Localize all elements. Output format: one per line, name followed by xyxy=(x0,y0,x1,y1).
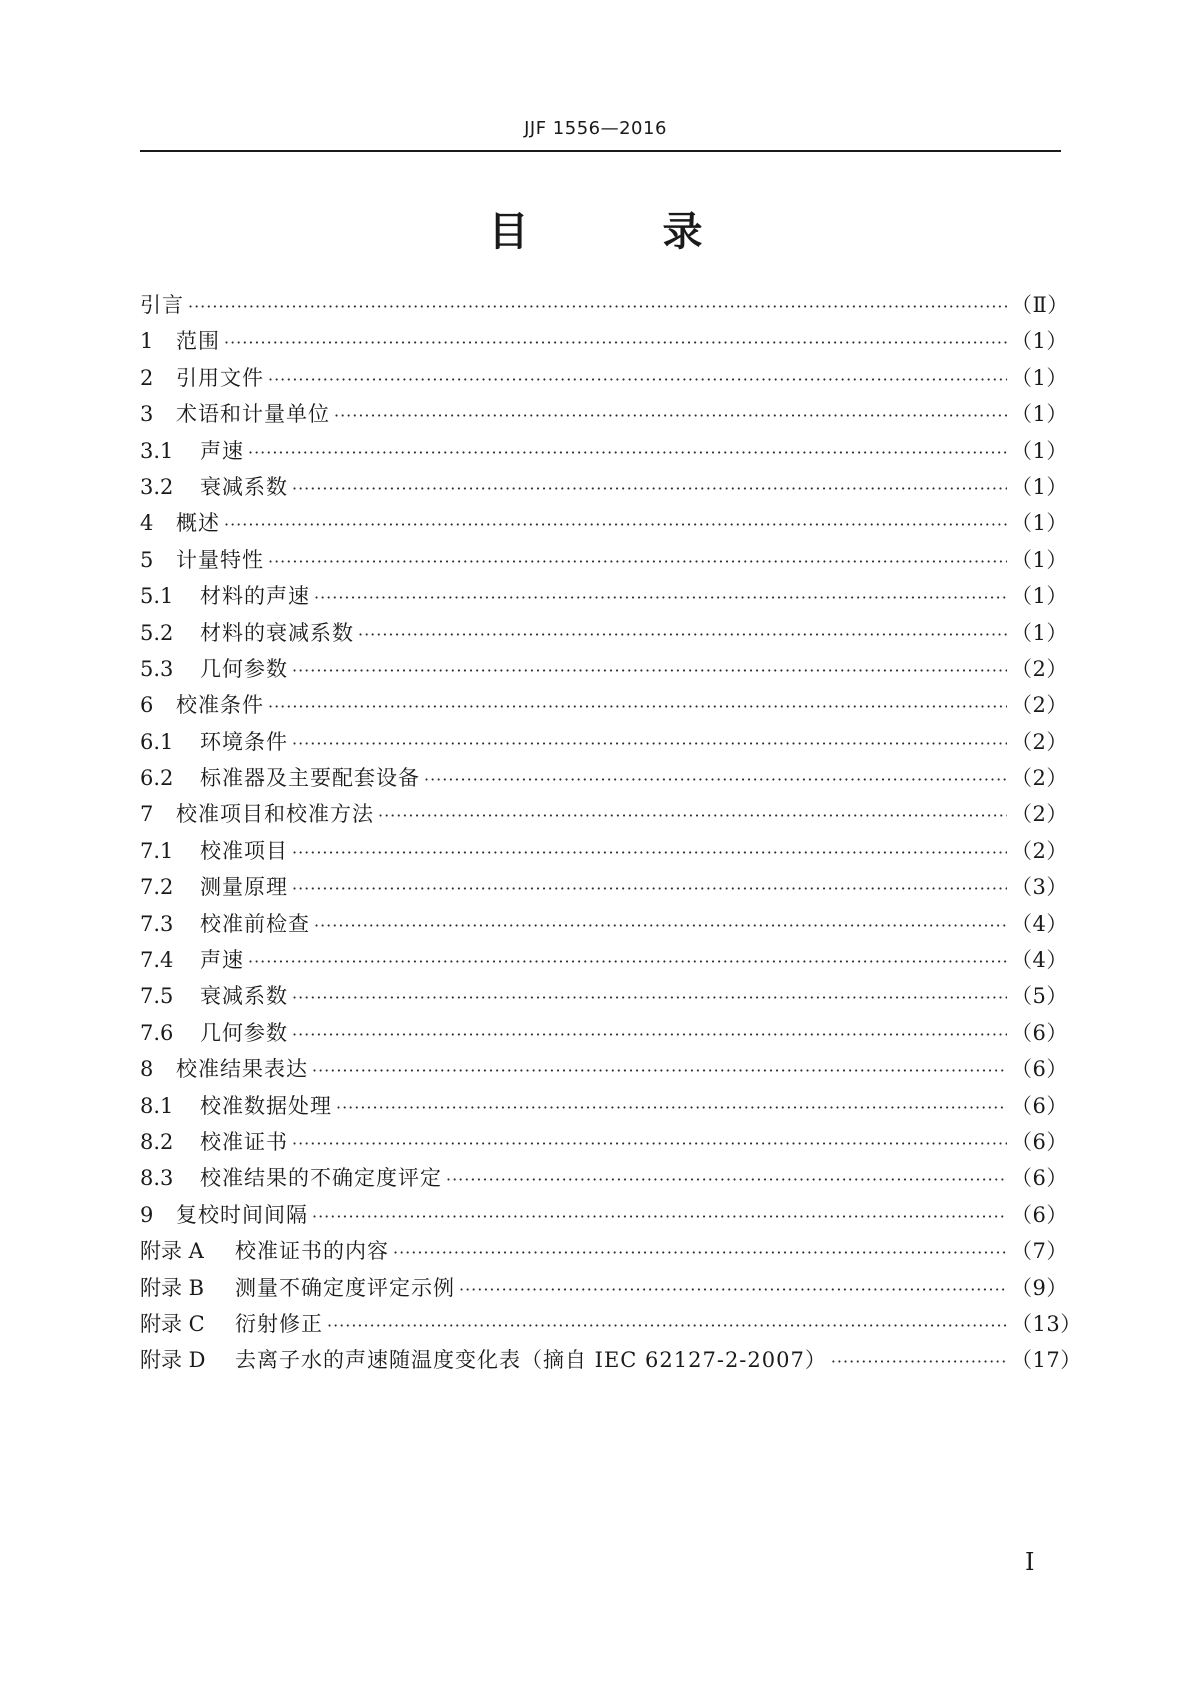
toc-entry-title: 声速 xyxy=(200,438,244,463)
toc-dot-leader xyxy=(268,544,1007,580)
header-rule xyxy=(140,150,1061,152)
toc-dot-leader xyxy=(292,835,1007,871)
toc-entry-page: （6） xyxy=(1011,1057,1068,1082)
toc-dot-leader xyxy=(248,435,1007,471)
toc-entry-number: 8 xyxy=(140,1057,154,1082)
document-code: JJF 1556—2016 xyxy=(524,118,667,139)
toc-entry-title: 引用文件 xyxy=(176,365,264,390)
toc-entry-page: （6） xyxy=(1011,1093,1068,1118)
toc-dot-leader xyxy=(268,689,1007,725)
toc-entry-page: （1） xyxy=(1011,365,1068,390)
toc-entry-title: 声速 xyxy=(200,948,244,973)
toc-entry[interactable] xyxy=(140,651,1068,687)
toc-dot-leader xyxy=(393,1235,1007,1271)
toc-entry-number: 5.2 xyxy=(140,620,174,645)
toc-entry[interactable] xyxy=(140,724,1068,760)
toc-entry[interactable] xyxy=(140,796,1068,832)
toc-dot-leader xyxy=(446,1162,1007,1198)
toc-entry-title: 校准证书的内容 xyxy=(235,1239,389,1264)
toc-dot-leader xyxy=(292,471,1007,507)
toc-entry-number: 8.3 xyxy=(140,1166,174,1191)
toc-entry-number: 6 xyxy=(140,693,154,718)
toc-entry-page: （7） xyxy=(1011,1239,1068,1264)
toc-dot-leader xyxy=(268,362,1007,398)
toc-dot-leader xyxy=(358,617,1007,653)
toc-entry[interactable] xyxy=(140,978,1068,1014)
toc-entry-number: 7.1 xyxy=(140,838,174,863)
toc-entry[interactable] xyxy=(140,906,1068,942)
toc-entry[interactable] xyxy=(140,396,1068,432)
toc-entry-page: （2） xyxy=(1011,656,1068,681)
toc-dot-leader xyxy=(424,762,1007,798)
toc-entry[interactable] xyxy=(140,615,1068,651)
toc-dot-leader xyxy=(292,726,1007,762)
toc-entry-title: 标准器及主要配套设备 xyxy=(200,766,420,791)
toc-dot-leader xyxy=(336,1090,1007,1126)
toc-entry-page: （1） xyxy=(1011,329,1068,354)
toc-dot-leader xyxy=(314,908,1007,944)
toc-entry[interactable] xyxy=(140,1233,1068,1269)
toc-entry[interactable] xyxy=(140,1306,1082,1342)
toc-entry-page: （1） xyxy=(1011,547,1068,572)
toc-entry[interactable] xyxy=(140,942,1068,978)
toc-entry-number: 7 xyxy=(140,802,154,827)
toc-entry[interactable] xyxy=(140,687,1068,723)
toc-entry[interactable] xyxy=(140,1160,1068,1196)
toc-entry-number: 5.3 xyxy=(140,656,174,681)
toc-entry-title: 校准结果表达 xyxy=(176,1057,308,1082)
toc-entry-number: 7.3 xyxy=(140,911,174,936)
toc-entry-page: （6） xyxy=(1011,1202,1068,1227)
toc-entry-page: （1） xyxy=(1011,584,1068,609)
toc-entry-page: （4） xyxy=(1011,911,1068,936)
toc-entry[interactable] xyxy=(140,323,1068,359)
toc-dot-leader xyxy=(292,1126,1007,1162)
toc-dot-leader xyxy=(224,507,1007,543)
toc-dot-leader xyxy=(334,398,1007,434)
toc-entry-title: 测量不确定度评定示例 xyxy=(235,1275,455,1300)
toc-entry[interactable] xyxy=(140,760,1068,796)
toc-entry-title: 范围 xyxy=(176,329,220,354)
page-number: Ⅰ xyxy=(1025,1548,1035,1576)
toc-entry[interactable] xyxy=(140,1051,1068,1087)
toc-entry-number: 6.1 xyxy=(140,729,174,754)
toc-entry-title: 衰减系数 xyxy=(200,474,288,499)
toc-entry-number: 7.4 xyxy=(140,948,174,973)
toc-dot-leader xyxy=(831,1344,1007,1380)
toc-entry[interactable] xyxy=(140,1197,1068,1233)
toc-entry[interactable] xyxy=(140,433,1068,469)
toc-entry-page: （2） xyxy=(1011,802,1068,827)
toc-entry-number: 8.1 xyxy=(140,1093,174,1118)
toc-entry-page: （13） xyxy=(1011,1311,1082,1336)
toc-entry-page: （2） xyxy=(1011,838,1068,863)
toc-entry-page: （6） xyxy=(1011,1129,1068,1154)
toc-dot-leader xyxy=(292,653,1007,689)
toc-entry-title: 材料的衰减系数 xyxy=(200,620,354,645)
toc-entry-number: 附录 B xyxy=(140,1275,205,1300)
toc-entry-title: 材料的声速 xyxy=(200,584,310,609)
toc-entry-number: 7.5 xyxy=(140,984,174,1009)
toc-entry-number: 2 xyxy=(140,365,154,390)
toc-dot-leader xyxy=(327,1308,1007,1344)
toc-dot-leader xyxy=(224,325,1007,361)
toc-entry[interactable] xyxy=(140,869,1068,905)
toc-entry-page: （6） xyxy=(1011,1166,1068,1191)
toc-dot-leader xyxy=(188,289,1007,325)
toc-entry-title: 环境条件 xyxy=(200,729,288,754)
toc-entry-number: 1 xyxy=(140,329,154,354)
toc-dot-leader xyxy=(459,1272,1007,1308)
toc-entry-number: 3.2 xyxy=(140,474,174,499)
toc-entry-page: （1） xyxy=(1011,402,1068,427)
toc-entry[interactable] xyxy=(140,1270,1068,1306)
table-of-contents xyxy=(140,287,1082,1379)
toc-entry-page: （1） xyxy=(1011,474,1068,499)
toc-entry-page: （5） xyxy=(1011,984,1068,1009)
toc-entry-page: （6） xyxy=(1011,1020,1068,1045)
toc-entry-number: 5.1 xyxy=(140,584,174,609)
toc-entry-title: 去离子水的声速随温度变化表（摘自 IEC 62127-2-2007） xyxy=(235,1348,827,1373)
toc-entry-page: （1） xyxy=(1011,438,1068,463)
toc-entry-title: 计量特性 xyxy=(176,547,264,572)
toc-entry-title: 校准数据处理 xyxy=(200,1093,332,1118)
toc-entry[interactable] xyxy=(140,1015,1068,1051)
toc-entry-page: （2） xyxy=(1011,766,1068,791)
toc-entry-number: 9 xyxy=(140,1202,154,1227)
toc-entry-title: 几何参数 xyxy=(200,1020,288,1045)
toc-entry-number: 3.1 xyxy=(140,438,174,463)
toc-entry-page: （4） xyxy=(1011,948,1068,973)
toc-entry-page: （Ⅱ） xyxy=(1011,293,1069,317)
toc-dot-leader xyxy=(292,871,1007,907)
toc-entry-number: 附录 C xyxy=(140,1311,205,1336)
toc-entry[interactable] xyxy=(140,578,1068,614)
toc-entry[interactable] xyxy=(140,1342,1082,1378)
toc-entry-number: 4 xyxy=(140,511,154,536)
toc-dot-leader xyxy=(312,1053,1007,1089)
toc-entry[interactable] xyxy=(140,469,1068,505)
toc-entry[interactable] xyxy=(140,1088,1068,1124)
page-title: 目 录 xyxy=(488,209,763,255)
toc-entry-title: 校准项目和校准方法 xyxy=(176,802,374,827)
toc-entry-page: （2） xyxy=(1011,729,1068,754)
toc-entry-title: 术语和计量单位 xyxy=(176,402,330,427)
toc-entry-page: （9） xyxy=(1011,1275,1068,1300)
toc-entry-title: 衰减系数 xyxy=(200,984,288,1009)
toc-entry-number: 5 xyxy=(140,547,154,572)
toc-dot-leader xyxy=(248,944,1007,980)
toc-entry-title: 测量原理 xyxy=(200,875,288,900)
toc-entry-number: 7.6 xyxy=(140,1020,174,1045)
toc-entry-title: 复校时间间隔 xyxy=(176,1202,308,1227)
toc-entry-title: 校准证书 xyxy=(200,1129,288,1154)
toc-entry-page: （1） xyxy=(1011,511,1068,536)
toc-entry-number: 附录 A xyxy=(140,1239,204,1264)
toc-entry-page: （17） xyxy=(1011,1348,1082,1373)
toc-entry-title: 几何参数 xyxy=(200,656,288,681)
toc-entry-title: 衍射修正 xyxy=(235,1311,323,1336)
toc-dot-leader xyxy=(292,980,1007,1016)
toc-entry-title: 校准前检查 xyxy=(200,911,310,936)
toc-entry-title: 引言 xyxy=(140,293,184,317)
toc-entry[interactable] xyxy=(140,833,1068,869)
toc-dot-leader xyxy=(292,1017,1007,1053)
toc-entry-title: 校准项目 xyxy=(200,838,288,863)
toc-entry-page: （1） xyxy=(1011,620,1068,645)
toc-entry-number: 8.2 xyxy=(140,1129,174,1154)
toc-dot-leader xyxy=(378,798,1007,834)
toc-entry-page: （3） xyxy=(1011,875,1068,900)
toc-entry[interactable] xyxy=(140,360,1068,396)
toc-entry-number: 6.2 xyxy=(140,766,174,791)
toc-entry-number: 7.2 xyxy=(140,875,174,900)
toc-entry[interactable] xyxy=(140,287,1069,323)
toc-entry[interactable] xyxy=(140,1124,1068,1160)
toc-entry[interactable] xyxy=(140,505,1068,541)
toc-entry-page: （2） xyxy=(1011,693,1068,718)
toc-dot-leader xyxy=(312,1199,1007,1235)
toc-entry[interactable] xyxy=(140,542,1068,578)
toc-entry-title: 概述 xyxy=(176,511,220,536)
toc-entry-title: 校准条件 xyxy=(176,693,264,718)
toc-entry-number: 3 xyxy=(140,402,154,427)
toc-entry-title: 校准结果的不确定度评定 xyxy=(200,1166,442,1191)
toc-dot-leader xyxy=(314,580,1007,616)
toc-entry-number: 附录 D xyxy=(140,1348,206,1373)
